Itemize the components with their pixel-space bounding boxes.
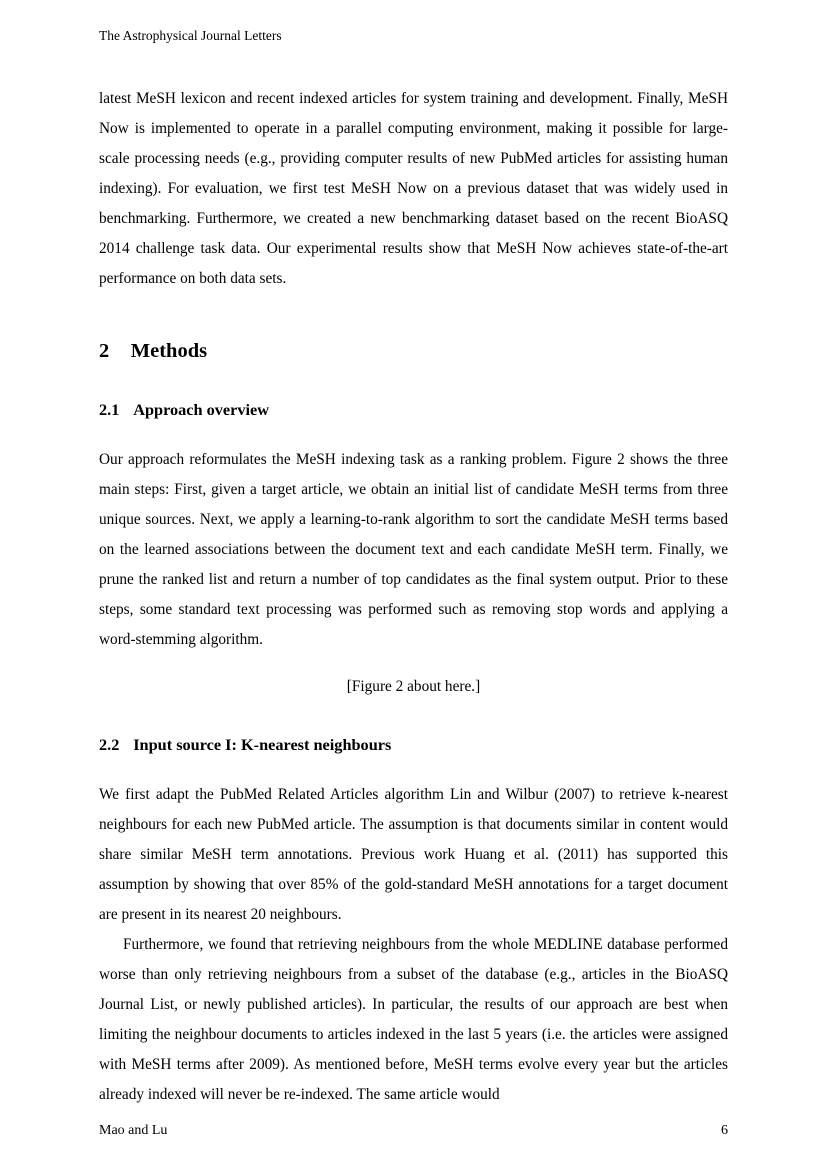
subsection-number: 2.2 — [99, 735, 120, 754]
section-number: 2 — [99, 340, 110, 362]
page-footer — [99, 1122, 728, 1139]
footer-authors: Mao and Lu — [99, 1123, 168, 1138]
section-title: Methods — [130, 340, 208, 362]
intro-paragraph: latest MeSH lexicon and recent indexed articles for system training and development. Finally, MeSH Now is implemented to operate in a parallel computing environment, making it possible for large-scale processing needs (e.g., providing computer results of new PubMed articles for assisting human indexing). For evaluation, we first test MeSH Now on a previous dataset that was widely used in benchmarking. Furthermore, we created a new benchmarking dataset based on the recent BioASQ 2014 challenge task data. Our experimental results show that MeSH Now achieves state-of-the-art performance on both data sets. — [99, 90, 728, 287]
running-header: The Astrophysical Journal Letters — [99, 28, 282, 43]
subsection-heading-approach-overview — [99, 400, 728, 420]
figure-placeholder-text: [Figure 2 about here.] — [346, 678, 481, 695]
subsection-title: Approach overview — [133, 400, 270, 419]
subsection-number: 2.1 — [99, 400, 120, 419]
approach-paragraph: Our approach reformulates the MeSH indexing task as a ranking problem. Figure 2 shows the three main steps: First, given a target article, we obtain an initial list of candidate MeSH terms from three unique sources. Next, we apply a learning-to-rank algorithm to sort the candidate MeSH terms based on the learned associations between the document text and each candidate MeSH term. Finally, we prune the ranked list and return a number of top candidates as the final system output. Prior to these steps, some standard text processing was performed such as removing stop words and applying a word-stemming algorithm. — [99, 451, 728, 648]
knn-paragraph-2: Furthermore, we found that retrieving neighbours from the whole MEDLINE database performed worse than only retrieving neighbours from a subset of the database (e.g., articles in the BioASQ Journal List, or newly published articles). In particular, the results of our approach are best when limiting the neighbour documents to articles indexed in the last 5 years (i.e. the articles were assigned with MeSH terms after 2009). As mentioned before, MeSH terms evolve every year but the articles already indexed will never be re-indexed. The same article would — [99, 936, 728, 1103]
knn-paragraph-1: We first adapt the PubMed Related Articles algorithm Lin and Wilbur (2007) to retrieve k-nearest neighbours for each new PubMed article. The assumption is that documents similar in content would share similar MeSH term annotations. Previous work Huang et al. (2011) has supported this assumption by showing that over 85% of the gold-standard MeSH annotations for a target document are present in its nearest 20 neighbours. — [99, 786, 728, 923]
subsection-title: Input source I: K-nearest neighbours — [133, 735, 392, 754]
subsection-heading-knn — [99, 735, 728, 755]
footer-page-number: 6 — [721, 1123, 728, 1138]
section-heading-methods — [99, 338, 728, 364]
